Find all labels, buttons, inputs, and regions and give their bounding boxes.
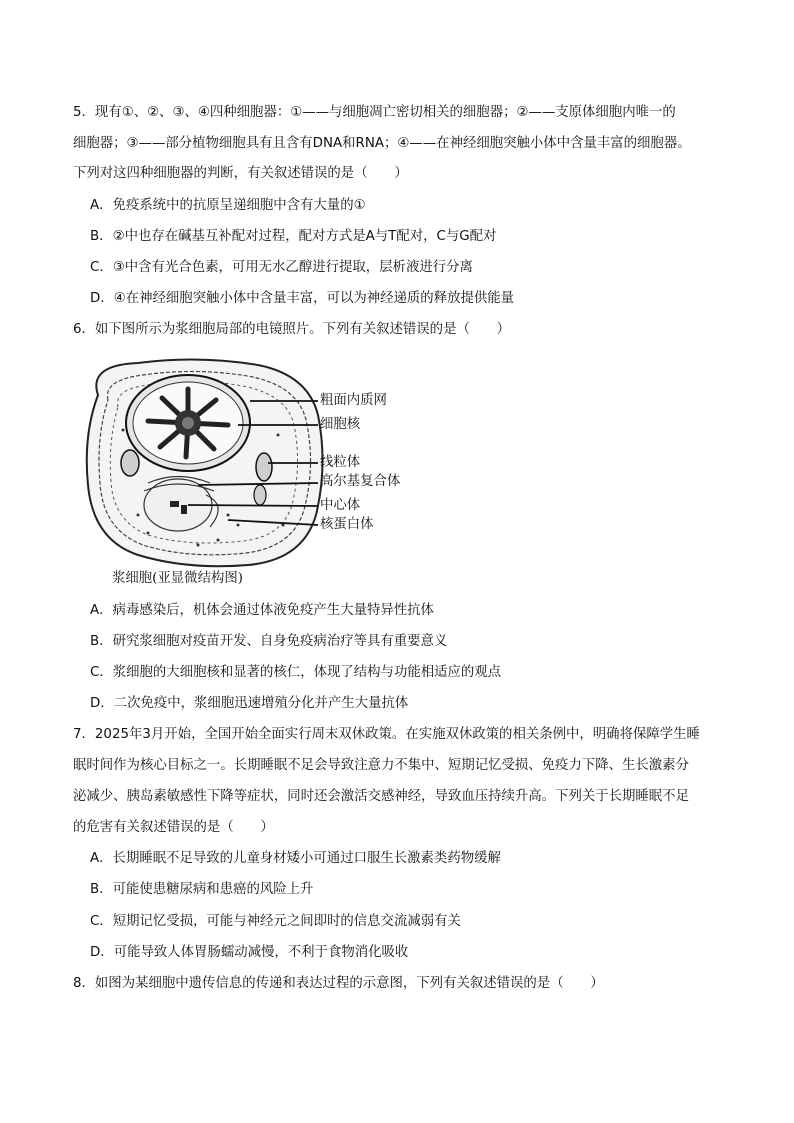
label-mitochondria: 线粒体	[320, 455, 361, 470]
q7-stem-line-1: 7．2025年3月开始，全国开始全面实行周末双休政策。在实施双休政策的相关条例中，明确将保障学生睡	[73, 727, 700, 742]
q6-option-d: D．二次免疫中，浆细胞迅速增殖分化并产生大量抗体	[90, 696, 409, 711]
q7-option-d: D．可能导致人体胃肠蠕动减慢，不利于食物消化吸收	[90, 945, 409, 960]
q5-option-c: C．③中含有光合色素，可用无水乙醇进行提取，层析液进行分离	[90, 260, 473, 275]
label-centrosome: 中心体	[320, 498, 361, 513]
q6-option-c: C．浆细胞的大细胞核和显著的核仁，体现了结构与功能相适应的观点	[90, 665, 502, 680]
plasma-cell-figure	[78, 355, 408, 590]
figure-caption: 浆细胞(亚显微结构图)	[112, 571, 243, 586]
q7-option-a: A．长期睡眠不足导致的儿童身材矮小可通过口服生长激素类药物缓解	[90, 851, 501, 866]
q6-stem-line-1: 6．如下图所示为浆细胞局部的电镜照片。下列有关叙述错误的是（ ）	[73, 322, 511, 337]
q7-stem-line-3: 泌减少、胰岛素敏感性下降等症状，同时还会激活交感神经，导致血压持续升高。下列关于长期睡眠不足	[73, 789, 689, 804]
q5-stem-line-3: 下列对这四种细胞器的判断，有关叙述错误的是（ ）	[73, 166, 408, 181]
label-ribosome: 核蛋白体	[320, 517, 374, 532]
q5-stem-line-2: 细胞器；③——部分植物细胞具有且含有DNA和RNA；④——在神经细胞突触小体中含量丰富的细胞器。	[73, 136, 691, 151]
q6-option-a: A．病毒感染后，机体会通过体液免疫产生大量特异性抗体	[90, 603, 434, 618]
label-nucleus: 细胞核	[320, 417, 361, 432]
q7-option-c: C．短期记忆受损，可能与神经元之间即时的信息交流减弱有关	[90, 914, 461, 929]
q6-option-b: B．研究浆细胞对疫苗开发、自身免疫病治疗等具有重要意义	[90, 634, 448, 649]
q5-option-b: B．②中也存在碱基互补配对过程，配对方式是A与T配对，C与G配对	[90, 229, 497, 244]
q7-stem-line-4: 的危害有关叙述错误的是（ ）	[73, 820, 274, 835]
q7-option-b: B．可能使患糖尿病和患癌的风险上升	[90, 882, 314, 897]
q5-option-d: D．④在神经细胞突触小体中含量丰富，可以为神经递质的释放提供能量	[90, 291, 515, 306]
q8-stem-line-1: 8．如图为某细胞中遗传信息的传递和表达过程的示意图，下列有关叙述错误的是（ ）	[73, 976, 604, 991]
q7-stem-line-2: 眠时间作为核心目标之一。长期睡眠不足会导致注意力不集中、短期记忆受损、免疫力下降、生长激素分	[73, 758, 689, 773]
q5-option-a: A．免疫系统中的抗原呈递细胞中含有大量的①	[90, 198, 366, 213]
q5-stem-line-1: 5．现有①、②、③、④四种细胞器：①——与细胞凋亡密切相关的细胞器；②——支原体细胞内唯一的	[73, 105, 676, 120]
plasma-cell-illustration	[78, 355, 408, 590]
label-golgi: 高尔基复合体	[320, 474, 401, 489]
label-rough-er: 粗面内质网	[320, 393, 387, 408]
